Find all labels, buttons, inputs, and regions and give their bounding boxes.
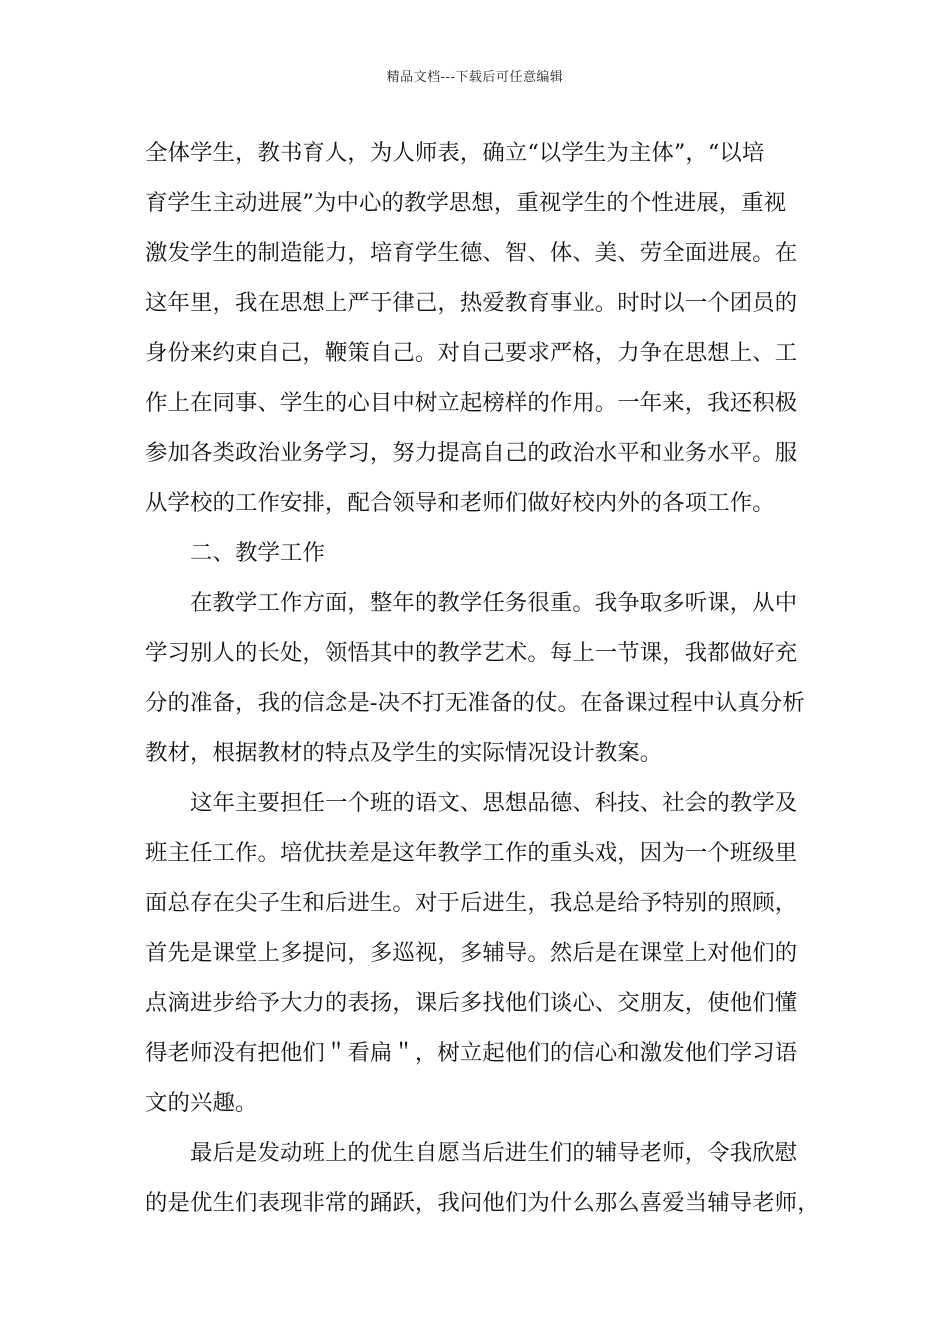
text-line: 从学校的工作安排，配合领导和老师们做好校内外的各项工作。 bbox=[145, 490, 775, 516]
text-line: 育学生主动进展”为中心的教学思想，重视学生的个性进展，重视 bbox=[145, 190, 787, 216]
text-line: 的是优生们表现非常的踊跃，我问他们为什么那么喜爱当辅导老师， bbox=[145, 1190, 820, 1216]
section-heading: 二、教学工作 bbox=[190, 540, 325, 566]
text-line: 分的准备，我的信念是-决不打无准备的仗。在备课过程中认真分析 bbox=[145, 690, 805, 716]
text-line: 学习别人的长处，领悟其中的教学艺术。每上一节课，我都做好充 bbox=[145, 640, 798, 666]
text-line: 点滴进步给予大力的表扬，课后多找他们谈心、交朋友，使他们懂 bbox=[145, 990, 798, 1016]
text-line: 教材，根据教材的特点及学生的实际情况设计教案。 bbox=[145, 740, 663, 766]
text-line: 班主任工作。培优扶差是这年教学工作的重头戏，因为一个班级里 bbox=[145, 840, 798, 866]
text-line: 全体学生，教书育人，为人师表，确立“以学生为主体”，“以培 bbox=[145, 140, 765, 166]
text-line: 面总存在尖子生和后进生。对于后进生，我总是给予特别的照顾， bbox=[145, 890, 798, 916]
text-line: 作上在同事、学生的心目中树立起榜样的作用。一年来，我还积极 bbox=[145, 390, 798, 416]
text-line: 这年里，我在思想上严于律己，热爱教育事业。时时以一个团员的 bbox=[145, 290, 798, 316]
document-body bbox=[145, 128, 825, 1228]
text-line: 文的兴趣。 bbox=[145, 1090, 258, 1116]
text-line: 最后是发动班上的优生自愿当后进生们的辅导老师，令我欣慰 bbox=[190, 1140, 798, 1166]
text-line: 身份来约束自己，鞭策自己。对自己要求严格，力争在思想上、工 bbox=[145, 340, 798, 366]
text-line: 在教学工作方面，整年的教学任务很重。我争取多听课，从中 bbox=[190, 590, 798, 616]
text-line: 得老师没有把他们＂看扁＂，树立起他们的信心和激发他们学习语 bbox=[145, 1040, 798, 1066]
text-line: 参加各类政治业务学习，努力提高自己的政治水平和业务水平。服 bbox=[145, 440, 798, 466]
text-line: 这年主要担任一个班的语文、思想品德、科技、社会的教学及 bbox=[190, 790, 798, 816]
page-header: 精品文档---下载后可任意编辑 bbox=[386, 70, 564, 85]
text-line: 首先是课堂上多提问，多巡视，多辅导。然后是在课堂上对他们的 bbox=[145, 940, 798, 966]
text-line: 激发学生的制造能力，培育学生德、智、体、美、劳全面进展。在 bbox=[145, 240, 798, 266]
